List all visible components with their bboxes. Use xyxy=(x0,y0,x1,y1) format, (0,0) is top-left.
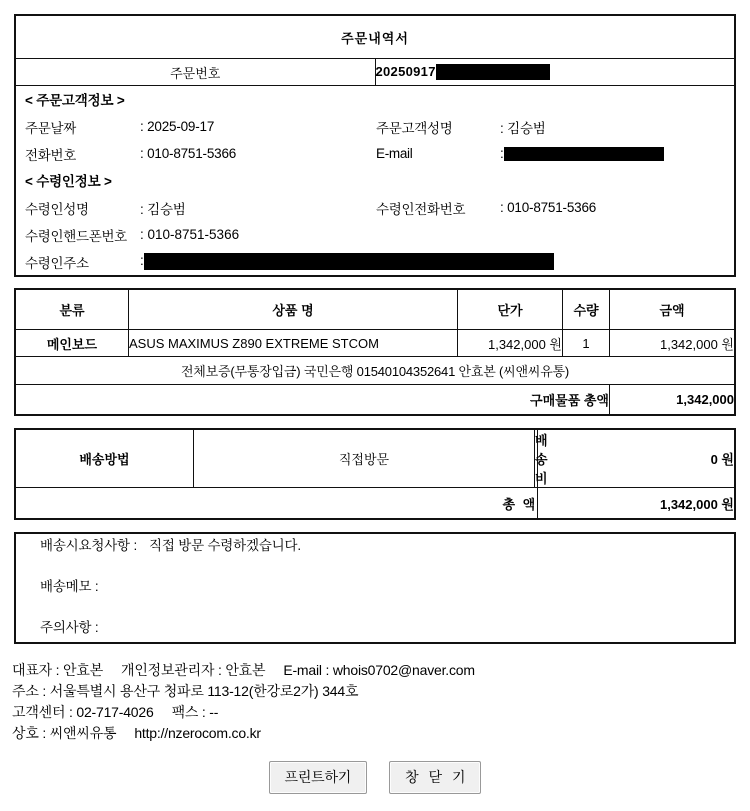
ceo-text: 대표자 : 안효본 xyxy=(12,662,104,678)
email-value xyxy=(500,146,734,161)
recipient-address-redaction xyxy=(144,253,554,270)
product-header-row xyxy=(15,289,735,330)
info-row-order-date xyxy=(16,113,734,140)
subtotal-value: 1,342,000 xyxy=(610,385,736,416)
delivery-method-value: 직접방문 xyxy=(193,429,534,488)
header-amount: 금액 xyxy=(610,289,736,330)
footer-address-text: 주소 : 서울특별시 용산구 청파로 113-12(한강로2가) 344호 xyxy=(12,683,359,699)
info-row-recipient-name xyxy=(16,194,734,221)
table-row xyxy=(15,330,735,357)
print-button[interactable]: 프린트하기 xyxy=(269,761,368,794)
info-row-phone xyxy=(16,140,734,167)
button-bar xyxy=(0,761,750,794)
item-category: 메인보드 xyxy=(15,330,129,357)
item-quantity: 1 xyxy=(563,330,610,357)
order-number-text: 20250917 xyxy=(375,63,436,79)
footer-line-company xyxy=(12,723,750,744)
delivery-fee-label: 배송비 xyxy=(535,429,538,488)
header-quantity: 수량 xyxy=(563,289,610,330)
customer-name-value: : 김승범 xyxy=(500,120,546,136)
grand-total-value: 1,342,000 원 xyxy=(538,488,735,520)
email-colon: : xyxy=(500,145,504,161)
delivery-method-label: 배송방법 xyxy=(15,429,193,488)
header-unit-price: 단가 xyxy=(458,289,563,330)
product-table xyxy=(14,288,736,416)
delivery-method-row xyxy=(15,429,735,488)
phone-label: 전화번호 xyxy=(25,147,76,163)
recipient-phone-value: : 010-8751-5366 xyxy=(500,200,597,215)
recipient-info-heading: < 수령인정보 > xyxy=(25,174,112,189)
order-number-redaction xyxy=(436,64,550,80)
delivery-request-label: 배송시요청사항 : xyxy=(40,538,137,553)
header-info-table xyxy=(14,14,736,277)
fax-text: 팩스 : -- xyxy=(171,704,219,720)
email-redaction xyxy=(504,147,664,161)
item-amount: 1,342,000 원 xyxy=(610,330,736,357)
grand-total-row xyxy=(15,488,735,520)
recipient-address-label: 수령인주소 xyxy=(25,255,89,271)
notice-label: 주의사항 : xyxy=(40,620,99,635)
call-center-text: 고객센터 : 02-717-4026 xyxy=(12,704,154,720)
address-colon: : xyxy=(140,253,144,269)
customer-info-heading: < 주문고객정보 > xyxy=(25,93,125,108)
info-block-row xyxy=(15,86,735,277)
website-link[interactable]: http://nzerocom.co.kr xyxy=(134,725,261,741)
customer-name-label: 주문고객성명 xyxy=(376,120,453,136)
delivery-request-value: 직접 방문 수령하겠습니다. xyxy=(149,538,301,553)
recipient-mobile-label: 수령인핸드폰번호 xyxy=(25,228,127,244)
info-row-recipient-address xyxy=(16,248,734,275)
delivery-fee-value: 0 원 xyxy=(538,429,735,488)
memo-block-row xyxy=(15,533,735,643)
footer-line-contact xyxy=(12,702,750,723)
order-date-label: 주문날짜 xyxy=(25,120,76,136)
delivery-memo-label: 배송메모 : xyxy=(40,579,99,594)
order-number-row xyxy=(15,59,735,86)
company-name-text: 상호 : 씨앤씨유통 xyxy=(12,725,117,741)
order-number-value xyxy=(375,59,735,86)
item-unit-price: 1,342,000 원 xyxy=(458,330,563,357)
header-name: 상품 명 xyxy=(129,289,458,330)
subtotal-label: 구매물품 총액 xyxy=(15,385,610,416)
order-number-label: 주문번호 xyxy=(15,59,375,86)
recipient-address-value xyxy=(140,253,734,270)
bank-note: 전체보증(무통장입금) 국민은행 01540104352641 안효본 (씨앤씨유통) xyxy=(15,357,735,385)
email-label: E-mail xyxy=(376,146,413,161)
recipient-name-label: 수령인성명 xyxy=(25,201,89,217)
phone-value: : 010-8751-5366 xyxy=(140,146,237,161)
delivery-memo-row xyxy=(16,575,734,616)
item-name: ASUS MAXIMUS Z890 EXTREME STCOM xyxy=(129,330,458,357)
recipient-mobile-value: : 010-8751-5366 xyxy=(140,227,240,242)
company-footer xyxy=(12,660,750,744)
footer-email-text: E-mail : whois0702@naver.com xyxy=(283,662,475,678)
memo-table xyxy=(14,532,736,644)
privacy-manager-text: 개인정보관리자 : 안효본 xyxy=(121,662,266,678)
memo-block xyxy=(15,533,735,643)
page-title: 주문내역서 xyxy=(15,15,735,59)
recipient-name-value: : 김승범 xyxy=(140,201,186,217)
header-category: 분류 xyxy=(15,289,129,330)
subtotal-row xyxy=(15,385,735,416)
notice-row xyxy=(16,616,734,642)
info-row-recipient-mobile xyxy=(16,221,734,248)
recipient-phone-label: 수령인전화번호 xyxy=(376,201,466,217)
bank-note-row xyxy=(15,357,735,385)
grand-total-label: 총 액 xyxy=(15,488,538,520)
footer-line-ceo xyxy=(12,660,750,681)
title-row xyxy=(15,15,735,59)
delivery-request-row xyxy=(16,534,734,575)
info-block xyxy=(15,86,735,277)
delivery-table xyxy=(14,428,736,520)
close-window-button[interactable]: 창 닫 기 xyxy=(389,761,481,794)
order-date-value: : 2025-09-17 xyxy=(140,119,215,134)
footer-line-address xyxy=(12,681,750,702)
